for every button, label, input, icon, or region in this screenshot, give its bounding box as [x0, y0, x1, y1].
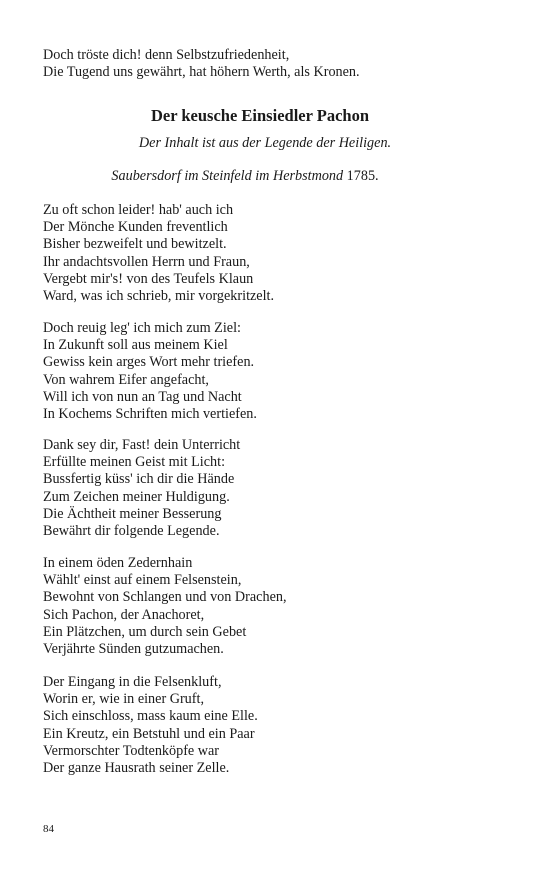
- page-number: 84: [43, 823, 54, 835]
- verse-line: In Zukunft soll aus meinem Kiel: [43, 337, 228, 354]
- dateline-year: 1785.: [346, 168, 379, 184]
- verse-line: Sich einschloss, mass kaum eine Elle.: [43, 708, 258, 725]
- verse-line: Der Eingang in die Felsenkluft,: [43, 674, 222, 690]
- verse-line: In einem öden Zedernhain: [43, 555, 193, 571]
- verse-line: Bisher bezweifelt und bewitzelt.: [43, 236, 227, 253]
- verse-line: Dank sey dir, Fast! dein Unterricht: [43, 437, 241, 453]
- verse-line: Worin er, wie in einer Gruft,: [43, 691, 204, 708]
- verse-line: Doch tröste dich! denn Selbstzufriedenheit,: [43, 47, 290, 63]
- verse-line: Vermorschter Todtenköpfe war: [43, 742, 220, 759]
- verse-line: Sich Pachon, der Anachoret,: [43, 606, 205, 623]
- verse-line: Gewiss kein arges Wort mehr triefen.: [43, 354, 255, 371]
- verse-line: Der ganze Hausrath seiner Zelle.: [43, 760, 230, 777]
- verse-line: Zu oft schon leider! hab' auch ich: [43, 202, 234, 218]
- verse-line: Ward, was ich schrieb, mir vorgekritzelt.: [43, 288, 275, 305]
- verse-line: In Kochems Schriften mich vertiefen.: [43, 406, 257, 423]
- poem-title: Der keusche Einsiedler Pachon: [150, 106, 370, 125]
- verse-line: Erfüllte meinen Geist mit Licht:: [43, 454, 226, 471]
- verse-line: Verjährte Sünden gutzumachen.: [43, 641, 224, 658]
- stanza-5: [43, 674, 513, 777]
- verse-line: Wählt' einst auf einem Felsenstein,: [43, 572, 242, 589]
- verse-line: Die Ächtheit meiner Besserung: [43, 505, 222, 522]
- stanza-4: [43, 555, 513, 658]
- verse-line: Bewohnt von Schlangen und von Drachen,: [43, 589, 287, 606]
- intro-verse: [43, 47, 513, 81]
- stanza-3: [43, 437, 513, 540]
- verse-line: Die Tugend uns gewährt, hat höhern Werth, als Kronen.: [43, 64, 360, 81]
- dateline-place: Saubersdorf im Steinfeld im Herbstmond: [111, 168, 344, 184]
- verse-line: Von wahrem Eifer angefacht,: [43, 371, 209, 388]
- verse-line: Will ich von nun an Tag und Nacht: [43, 388, 242, 405]
- poem-dateline: [0, 167, 490, 185]
- verse-line: Zum Zeichen meiner Huldigung.: [43, 488, 230, 505]
- verse-line: Bussfertig küss' ich dir die Hände: [43, 471, 235, 488]
- stanza-1: [43, 202, 513, 305]
- verse-line: Ein Plätzchen, um durch sein Gebet: [43, 623, 247, 640]
- verse-line: Bewährt dir folgende Legende.: [43, 523, 220, 540]
- verse-line: Vergebt mir's! von des Teufels Klaun: [43, 270, 254, 287]
- verse-line: Ein Kreutz, ein Betstuhl und ein Paar: [43, 725, 255, 742]
- verse-line: Der Mönche Kunden freventlich: [43, 219, 228, 236]
- verse-line: Doch reuig leg' ich mich zum Ziel:: [43, 320, 241, 336]
- stanza-2: [43, 320, 513, 423]
- verse-line: Ihr andachtsvollen Herrn und Fraun,: [43, 253, 250, 270]
- poem-subtitle: Der Inhalt ist aus der Legende der Heiligen.: [138, 135, 392, 151]
